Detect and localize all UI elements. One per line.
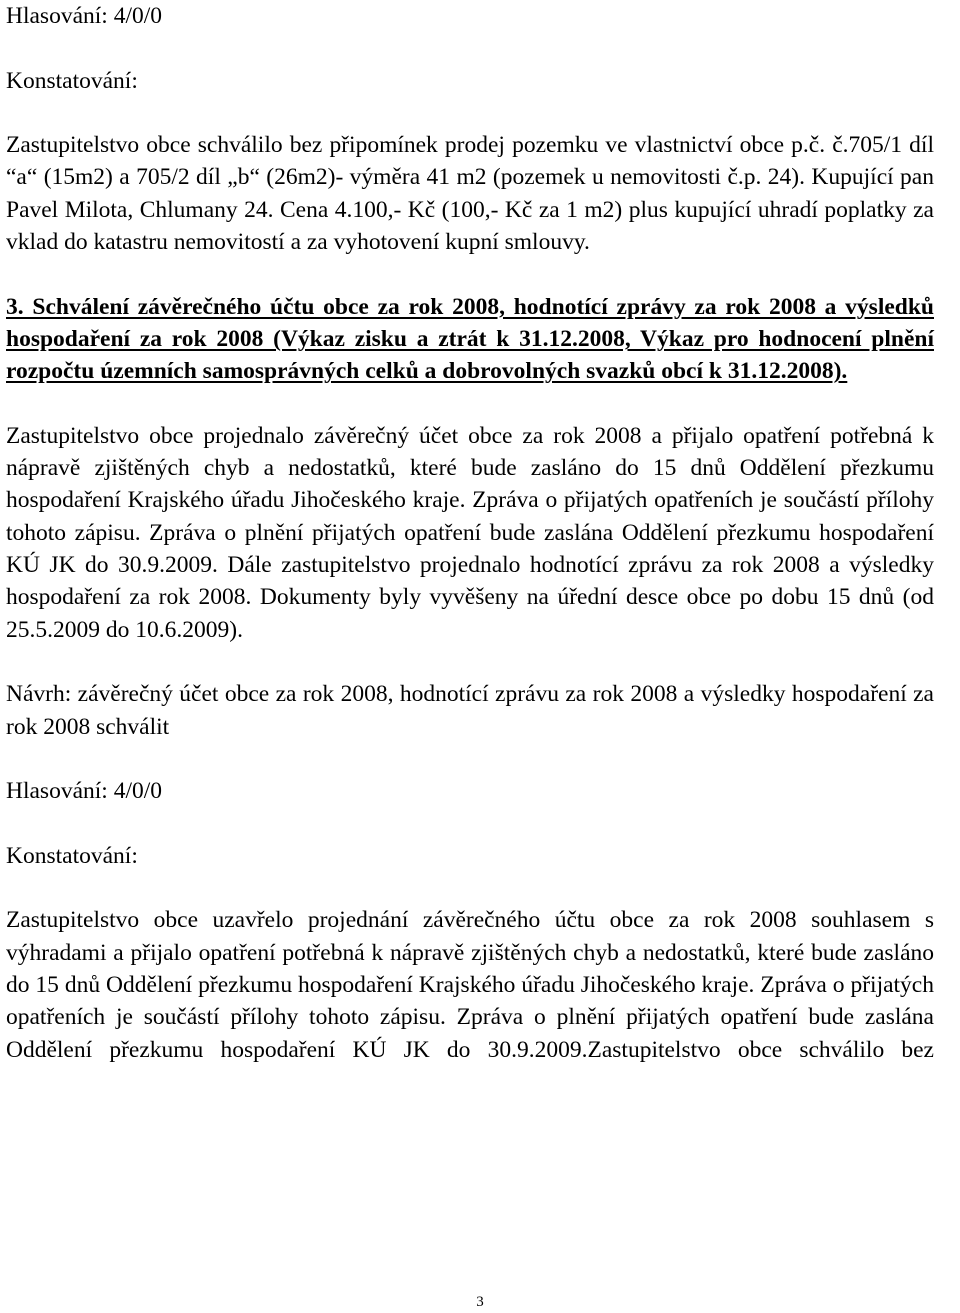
voting-result-1: Hlasování: 4/0/0 (6, 3, 162, 29)
spacer (6, 97, 934, 129)
spacer (6, 807, 934, 839)
document-page (6, 0, 934, 1066)
proposal-text: Návrh: závěrečný účet obce za rok 2008, hodnotící zprávu za rok 2008 a výsledky hospodaření za rok 2008 schválit (6, 681, 934, 740)
spacer (6, 258, 934, 290)
spacer (6, 32, 934, 64)
spacer (6, 388, 934, 420)
page-number: 3 (476, 1294, 484, 1310)
section-3-heading: 3. Schválení závěrečného účtu obce za rok 2008, hodnotící zprávy za rok 2008 a výsledků hospodaření za rok 2008 (Výkaz zisku a ztrát k 31.12.2008, Výkaz pro hodnocení plnění rozpočtu územních samosprávných celků a dobrovolných svazků obcí k 31.12.2008). (6, 293, 934, 385)
spacer (6, 646, 934, 678)
voting-result-2: Hlasování: 4/0/0 (6, 778, 162, 805)
spacer (6, 872, 934, 904)
spacer (6, 743, 934, 775)
section-3-body: Zastupitelstvo obce projednalo závěrečný účet obce za rok 2008 a přijalo opatření potřebná k nápravě zjištěných chyb a nedostatků, které bude zasláno do 15 dnů Oddělení přezkumu hospodaření Krajského úřadu Jihočeského kraje. Zpráva o přijatých opatřeních je součástí přílohy tohoto zápisu. Zpráva o plnění přijatých opatření bude zaslána Oddělení přezkumu hospodaření KÚ JK do 30.9.2009. Dále zastupitelstvo projednalo hodnotící zprávu za rok 2008 a výsledky hospodaření za rok 2008. Dokumenty byly vyvěšeny na úřední desce obce po dobu 15 dnů (od 25.5.2009 do 10.6.2009). (6, 422, 934, 643)
statement-text-1: Zastupitelstvo obce schválilo bez připomínek prodej pozemku ve vlastnictví obce p.č. č.705/1 díl “a“ (15m2) a 705/2 díl „b“ (26m2)- výměra 41 m2 (pozemek u nemovitosti č.p. 24). Kupující pan Pavel Milota, Chlumany 24. Cena 4.100,- Kč (100,- Kč za 1 m2) plus kupující uhradí poplatky za vklad do katastru nemovitostí a za vyhotovení kupní smlouvy. (6, 132, 934, 256)
statement-label-2: Konstatování: (6, 842, 138, 869)
statement-text-2: Zastupitelstvo obce uzavřelo projednání závěrečného účtu obce za rok 2008 souhlasem s výhradami a přijalo opatření potřebná k nápravě zjištěných chyb a nedostatků, které bude zasláno do 15 dnů Oddělení přezkumu hospodaření Krajského úřadu Jihočeského kraje. Zpráva o přijatých opatřeních je součástí přílohy tohoto zápisu. Zpráva o plnění přijatých opatření bude zaslána Oddělení přezkumu hospodaření KÚ JK do 30.9.2009.Zastupitelstvo obce schválilo bez (6, 907, 934, 1063)
statement-label-1: Konstatování: (6, 67, 138, 94)
